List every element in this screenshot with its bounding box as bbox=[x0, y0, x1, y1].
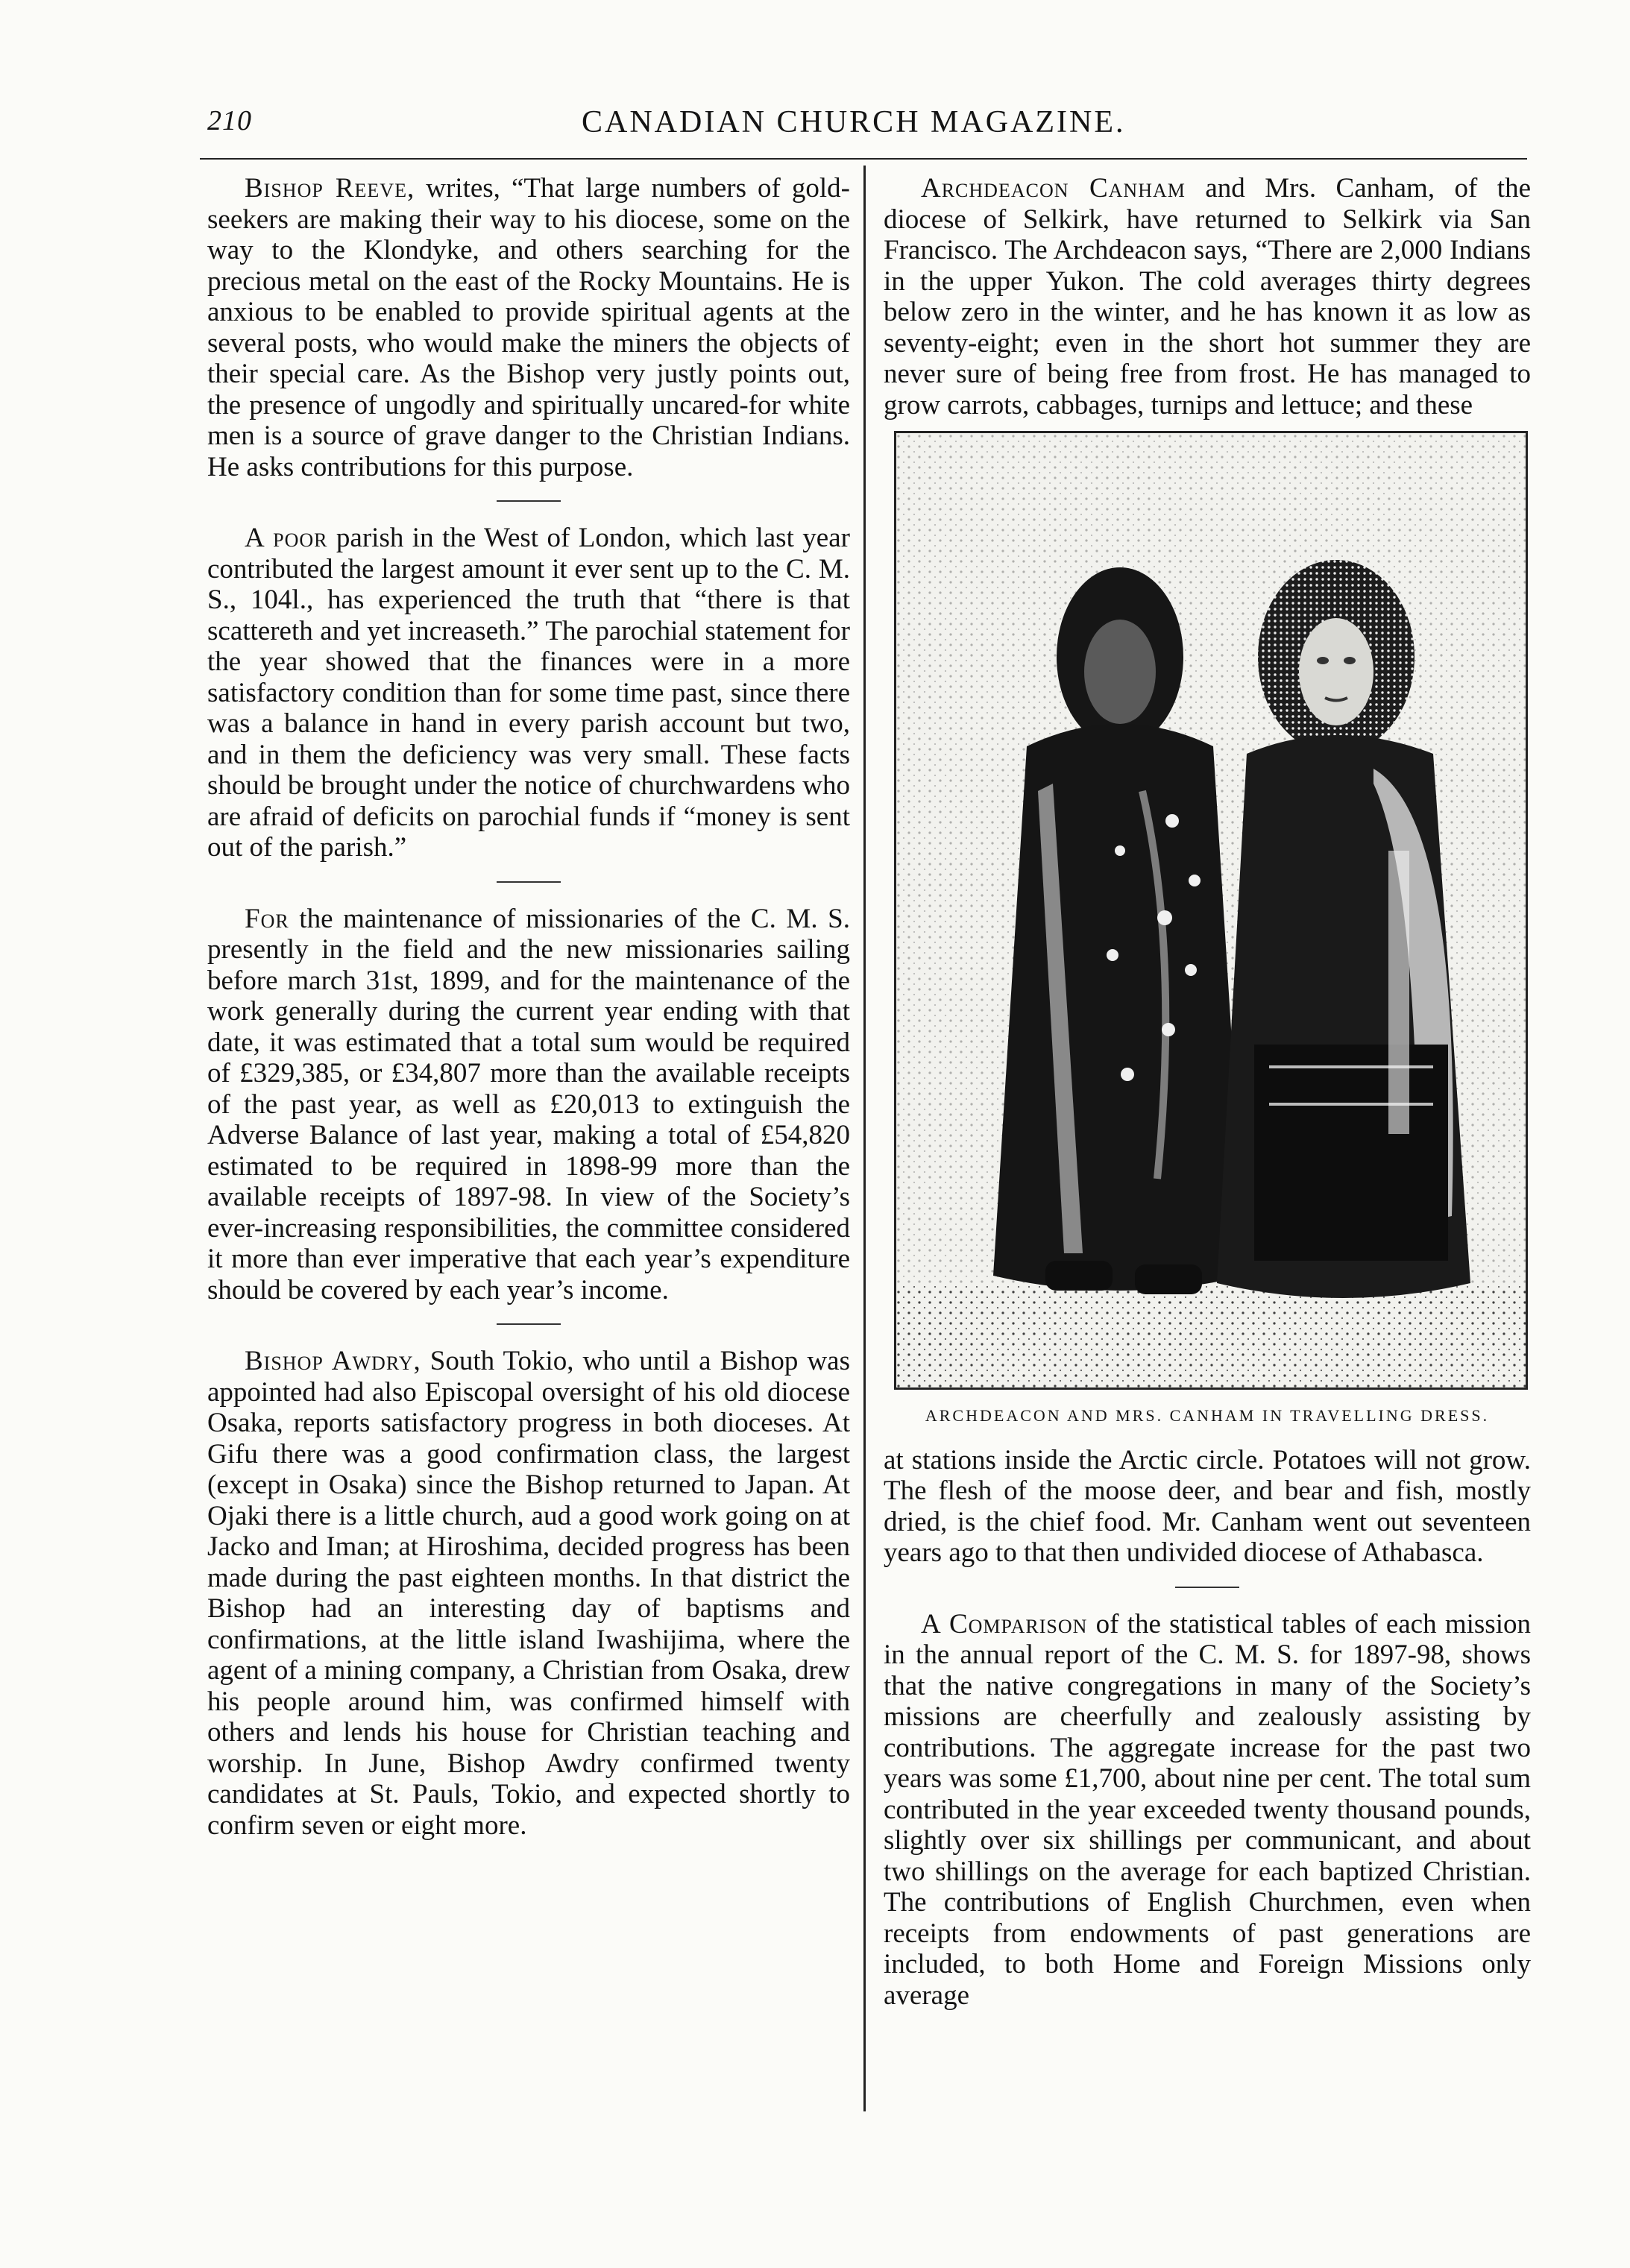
section-separator bbox=[497, 500, 561, 502]
right-column bbox=[884, 173, 1531, 2011]
article-bishop-awdry bbox=[207, 1346, 850, 1841]
lead-in: A Comparison bbox=[921, 1608, 1088, 1639]
article-continuation bbox=[884, 1445, 1531, 1569]
article-poor-parish bbox=[207, 523, 850, 863]
header-rule bbox=[200, 158, 1527, 160]
lead-in: Bishop Reeve, bbox=[245, 173, 415, 204]
page-number: 210 bbox=[207, 105, 252, 136]
article-text: at stations inside the Arctic circle. Potatoes will not grow. The flesh of the moose deer, and bear and fish, mostly dried, is the chief food. Mr. Canham went out seventeen years ago to that then undivided diocese of Athabasca. bbox=[884, 1444, 1531, 1568]
article-text: parish in the West of London, which last year contributed the largest amount it ever sent up to the C. M. S., 104l., has experienced the truth that “there is that scattereth and yet increaseth.” The parochial statement for the year showed that the finances were in a more satisfactory condition than for some time past, since there was a balance in hand in every parish account but two, and in them the deficiency was very small. These facts should be brought under the notice of churchwardens who are afraid of deficits on parochial funds if “money is sent out of the parish.” bbox=[207, 523, 850, 863]
article-text: writes, “That large numbers of gold-seekers are making their way to his diocese, some on the way to the Klondyke, and others searching for the precious metal on the east of the Rocky Mountains. He is anxious to be enabled to provide spiritual agents at the several posts, who would make the miners the objects of their special care. As the Bishop very justly points out, the presence of ungodly and spiritually uncared-for white men is a source of grave danger to the Christian Indians. He asks contributions for this purpose. bbox=[207, 173, 850, 482]
article-text: of the statistical tables of each mission in the annual report of the C. M. S. for 1897-98, shows that the native congregations in many of the Society’s missions are cheerfully and zealously assisting by contributions. The aggregate increase for the past two years was some £1,700, about nine per cent. The total sum contributed in the year exceeded twenty thousand pounds, slightly over six shillings per communicant, and about two shillings on the average for each baptized Christian. The contributions of English Churchmen, even when receipts from endowments of past generations are included, to both Home and Foreign Missions only average bbox=[884, 1608, 1531, 2011]
article-text: and Mrs. Canham, of the diocese of Selkirk, have returned to Selkirk via San Francisco. The Archdeacon says, “There are 2,000 Indians in the upper Yukon. The cold averages thirty degrees below zero in the winter, and he has known it as low as seventy-eight; even in the short hot summer they are never sure of being free from frost. He has managed to grow carrots, cabbages, turnips and lettuce; and these bbox=[884, 173, 1531, 420]
canham-photograph bbox=[894, 431, 1528, 1390]
photo-illustration bbox=[896, 433, 1526, 1387]
lead-in: Archdeacon Canham bbox=[921, 173, 1186, 204]
section-separator bbox=[497, 1323, 561, 1325]
section-separator bbox=[1175, 1587, 1239, 1588]
section-separator bbox=[497, 881, 561, 883]
left-column bbox=[207, 173, 850, 1841]
column-divider bbox=[863, 166, 866, 2111]
article-comparison bbox=[884, 1609, 1531, 2012]
lead-in: Bishop Awdry, bbox=[245, 1346, 421, 1376]
article-text: South Tokio, who until a Bishop was appointed had also Episcopal oversight of his old diocese Osaka, reports satisfactory progress in both dioceses. At Gifu there was a good confirmation class, the largest (except in Osaka) since the Bishop returned to Japan. At Ojaki there is a little church, aud a good work going on at Jacko and Iman; at Hiroshima, decided progress has been made during the past eighteen months. In that district the Bishop had an interesting day of baptisms and confirmations, at the little island Iwashijima, where the agent of a mining company, a Christian from Osaka, drew his people around him, was confirmed himself with others and lends his house for Christian teaching and worship. In June, Bishop Awdry confirmed twenty candidates at St. Pauls, Tokio, and expected shortly to confirm seven or eight more. bbox=[207, 1346, 850, 1841]
article-cms-maintenance bbox=[207, 904, 850, 1306]
photo-caption: ARCHDEACON AND MRS. CANHAM IN TRAVELLING DRESS. bbox=[925, 1406, 1490, 1425]
lead-in: For bbox=[245, 903, 289, 934]
lead-in: A poor bbox=[245, 523, 328, 553]
article-bishop-reeve bbox=[207, 173, 850, 482]
article-archdeacon-canham bbox=[884, 173, 1531, 420]
article-text: the maintenance of missionaries of the C. M. S. presently in the field and the new missionaries sailing before march 31st, 1899, and for the maintenance of the work generally during the current year ending with that date, it was estimated that a total sum would be required of £329,385, or £34,807 more than the available receipts of the past year, as well as £20,013 to extinguish the Adverse Balance of last year, making a total of £54,820 estimated to be required in 1898-99 more than the available receipts of 1897-98. In view of the Society’s ever-increasing responsibilities, the committee considered it more than ever imperative that each year’s expenditure should be covered by each year’s income. bbox=[207, 903, 850, 1305]
masthead: CANADIAN CHURCH MAGAZINE. bbox=[582, 105, 1126, 139]
